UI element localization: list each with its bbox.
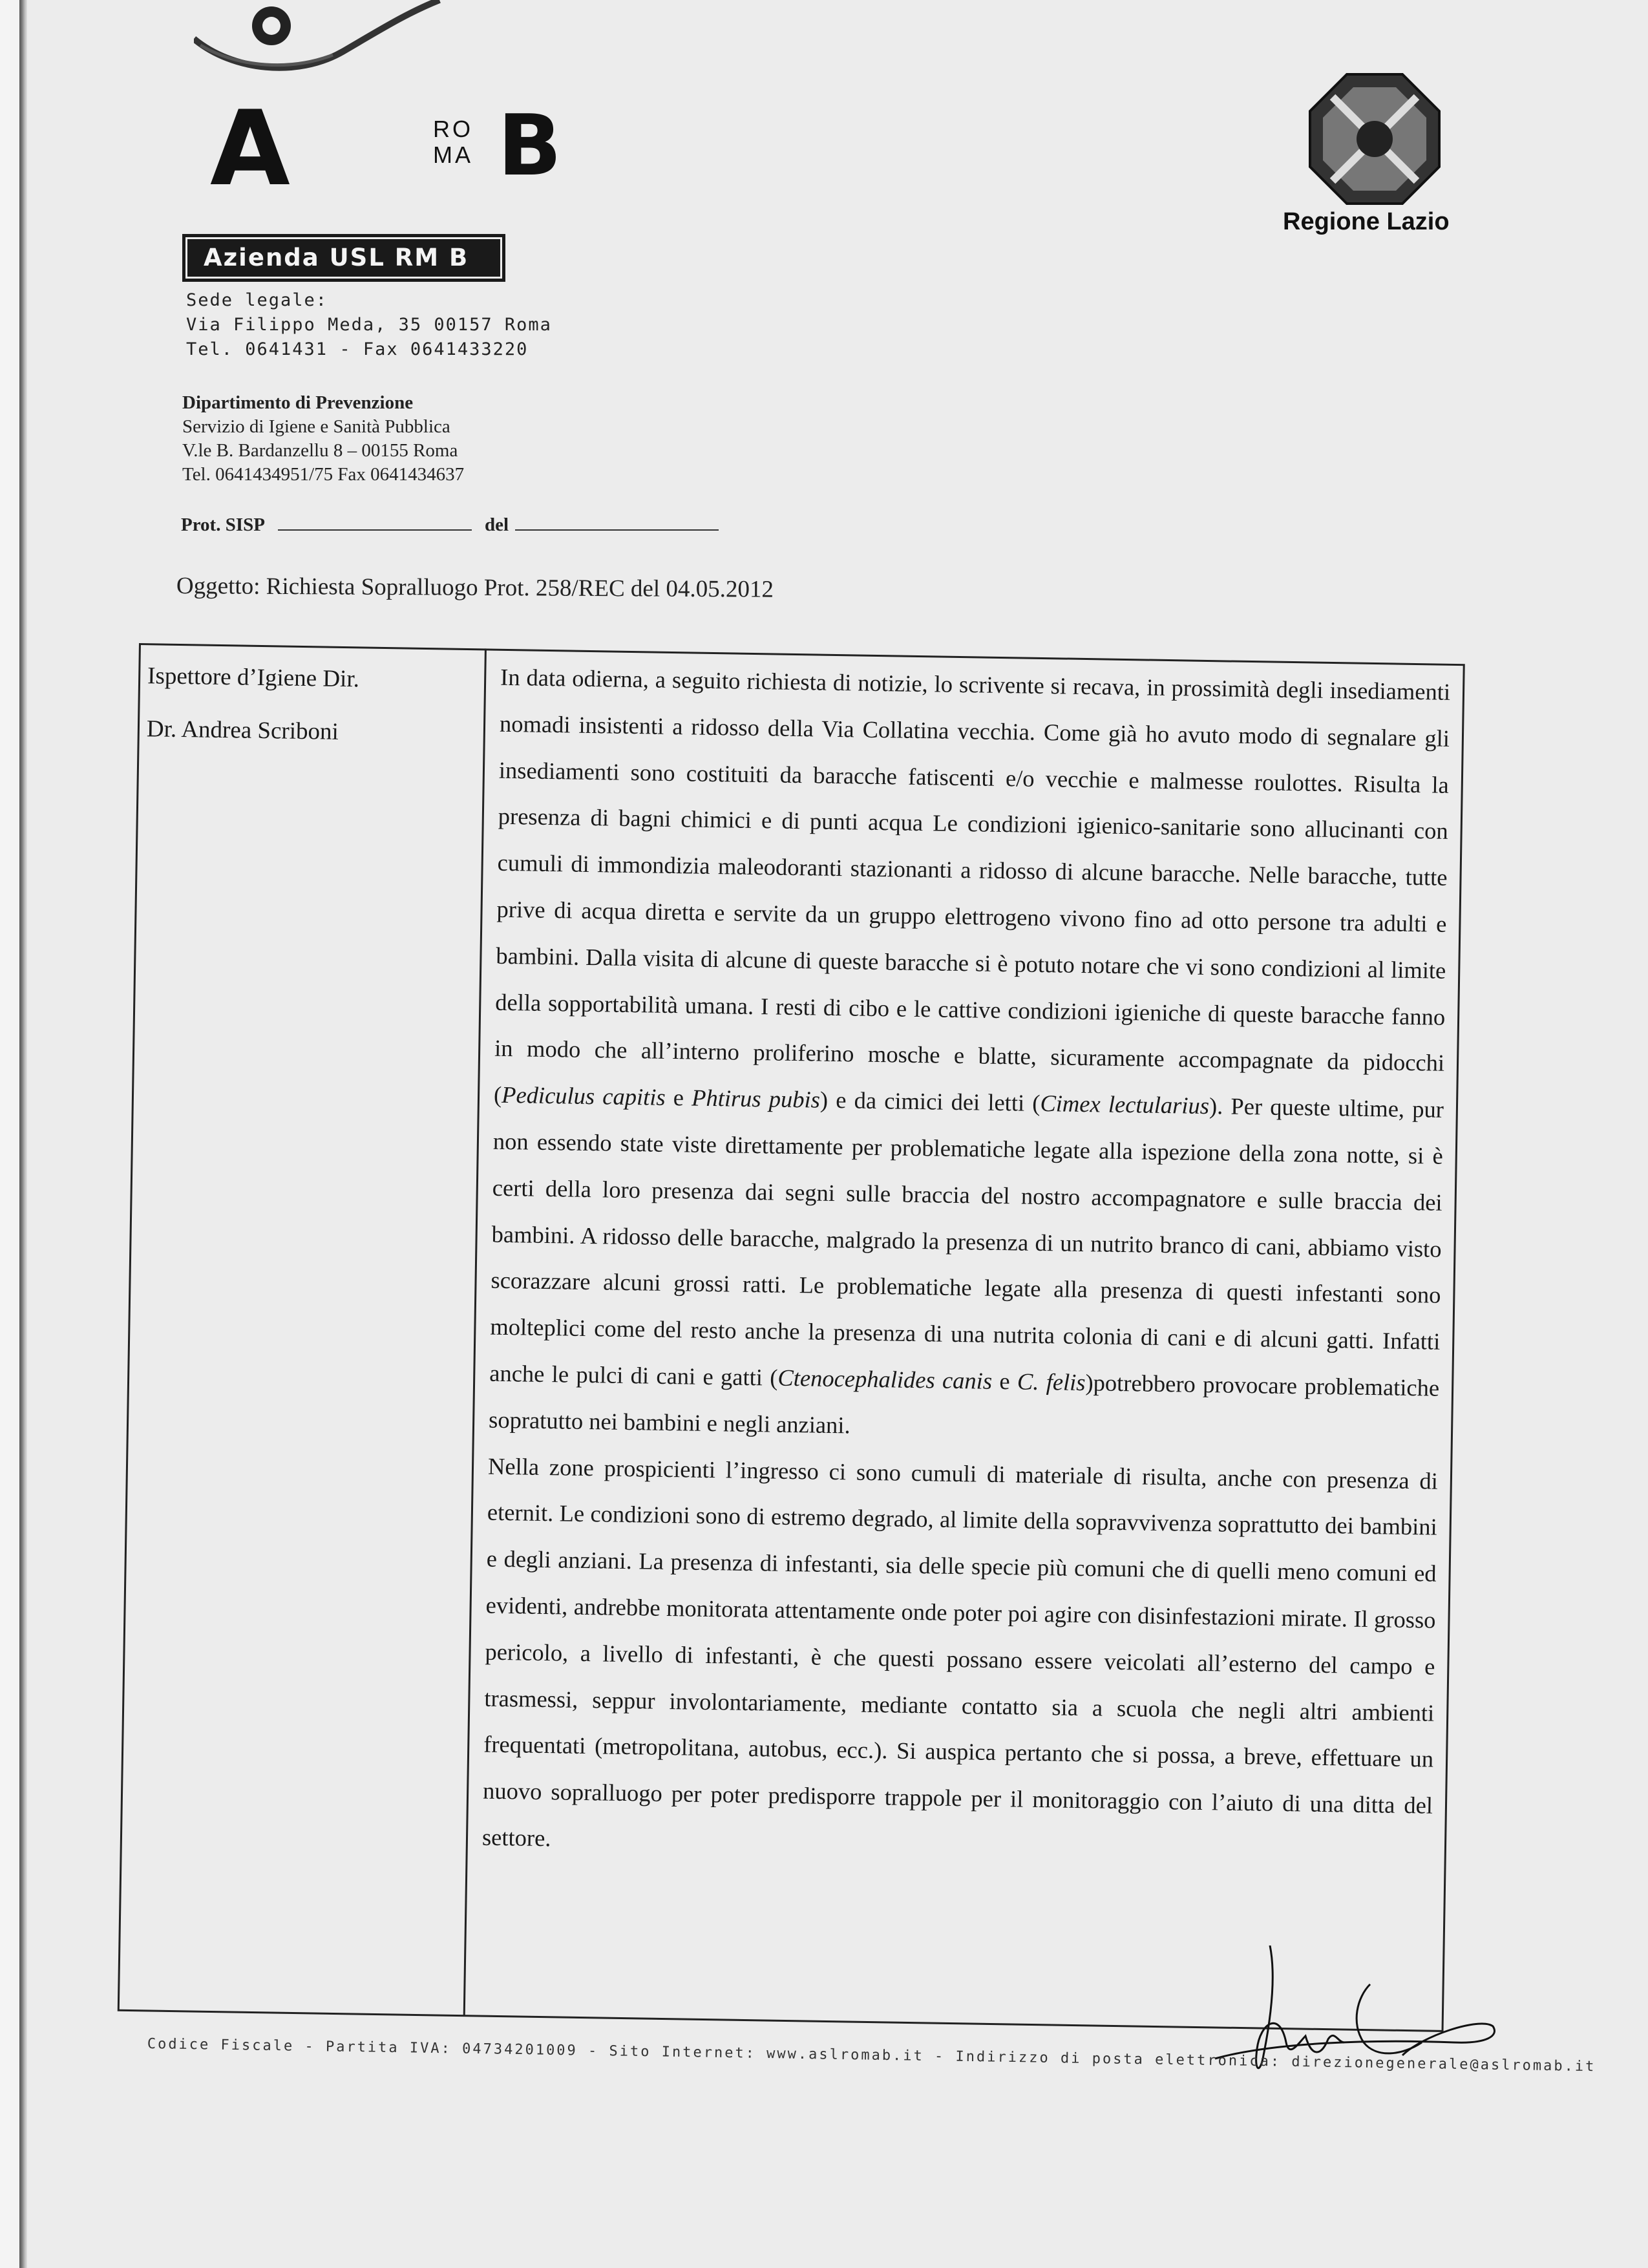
report-table (118, 643, 1464, 2031)
report-text: )potrebbero provocare problematiche sopratutto nei bambini e negli anziani. (488, 1369, 1440, 1439)
report-text: e (665, 1084, 692, 1111)
department-block (182, 391, 464, 487)
logo-roma-text (433, 116, 473, 168)
azienda-banner (182, 234, 505, 282)
regione-lazio-emblem-icon (1307, 71, 1442, 207)
report-paragraph-1 (489, 654, 1451, 1457)
department-service: Servizio di Igiene e Sanità Pubblica (182, 416, 450, 437)
species-name: C. felis (1017, 1368, 1086, 1396)
species-name: Ctenocephalides canis (777, 1364, 993, 1394)
inspector-role: Ispettore d’Igiene Dir. (147, 662, 360, 693)
regione-lazio-label: Regione Lazio (1283, 208, 1450, 235)
sede-phone: Tel. 0641431 - Fax 0641433220 (186, 339, 529, 359)
scan-edge-shadow (19, 0, 27, 2268)
logo-letter-a: A (210, 88, 290, 209)
subject-line: Oggetto: Richiesta Sopralluogo Prot. 258/REC del 04.05.2012 (176, 573, 774, 603)
department-phone: Tel. 0641434951/75 Fax 0641434637 (182, 464, 465, 485)
scan-margin (0, 0, 19, 2268)
inspector-name: Dr. Andrea Scriboni (146, 715, 339, 745)
report-text: e (991, 1367, 1018, 1395)
species-name: Phtirus pubis (691, 1084, 821, 1113)
sede-address: Via Filippo Meda, 35 00157 Roma (186, 315, 552, 335)
species-name: Cimex lectularius (1040, 1090, 1210, 1119)
protocol-del-label: del (484, 514, 509, 535)
department-address: V.le B. Bardanzellu 8 – 00155 Roma (182, 440, 458, 461)
report-text: ) e da cimici dei letti ( (819, 1086, 1041, 1117)
species-name: Pediculus capitis (501, 1081, 666, 1111)
protocol-line (181, 514, 719, 536)
footer-info: Codice Fiscale - Partita IVA: 04734201009 - Sito Internet: www.aslromab.it - Indirizzo di posta elettronica: direzionegenerale@aslromab.it (147, 2036, 1596, 2075)
protocol-number-field (278, 514, 472, 531)
report-text-cell (481, 654, 1450, 1876)
banner-text: Azienda USL RM B (204, 244, 469, 271)
report-text: In data odierna, a seguito richiesta di notizie, lo scrivente si recava, in prossimità degli insediamenti nomadi insistenti a ridosso della Via Collatina vecchia. Come già ho avuto modo di segnalare gli insediamenti sono costituiti da baracche fatiscenti e/o vecchie e malmesse roulottes. Risulta la presenza di bagni chimici e di punti acqua Le condizioni igienico-sanitarie sono allucinanti con cumuli di immondizia maleodoranti stazionanti a ridosso di alcune baracche. Nelle baracche, tutte prive di acqua diretta e servite da un gruppo elettrogeno vivono fino ad otto persone tra adulti e bambini. Dalla visita di alcune di queste baracche si è potuto notare che vi sono condizioni al limite della sopportabilità umana. I resti di cibo e le cattive condizioni igieniche di queste baracche fanno in modo che all’interno proliferino mosche e blatte, sicuramente accompagnate da pidocchi ( (493, 663, 1451, 1108)
report-text: ). Per queste ultime, pur non essendo state viste direttamente per problematiche legate alla ispezione della zona notte, si è certi della loro presenza dai segni sulle braccia del nostro accompagnatore e sulle braccia dei bambini. A ridosso delle baracche, malgrado la presenza di un nutrito branco di cani, abbiamo visto scorazzare alcuni grossi ratti. Le problematiche legate alla presenza di questi infestanti sono molteplici come del resto anche la presenza di una nutrita colonia di cani e di alcuni gatti. Infatti anche le pulci di cani e gatti ( (489, 1092, 1444, 1391)
protocol-label: Prot. SISP (181, 514, 265, 535)
inspector-cell (146, 650, 359, 759)
sede-label: Sede legale: (186, 290, 328, 310)
logo-letter-b: B (498, 96, 562, 195)
logo-ma: MA (433, 142, 473, 168)
department-title: Dipartimento di Prevenzione (182, 392, 414, 413)
report-paragraph-2: Nella zone prospicienti l’ingresso ci sono cumuli di materiale di risulta, anche con presenza di eternit. Le condizioni sono di estremo degrado, al limite della sopravvivenza soprattutto dei bambini e degli anziani. La presenza di infestanti, sia delle specie più comuni che di quelli meno comuni ed evidenti, andrebbe monitorata attentamente onde poter poi agire con disinfestazioni mirate. Il grosso pericolo, a livello di infestanti, è che questi possano essere veicolati all’esterno del campo e trasmessi, seppur involontariamente, mediante contatto sia a scuola che negli altri ambienti frequentati (metropolitana, autobus, ecc.). Si auspica pertanto che si possa, a breve, effettuare un nuovo sopralluogo per poter predisporre trappole per il monitoraggio con l’aiuto di una ditta del settore. (481, 1452, 1439, 1852)
logo-ro: RO (433, 116, 473, 142)
sede-legale (186, 288, 552, 362)
protocol-date-field (515, 514, 719, 531)
